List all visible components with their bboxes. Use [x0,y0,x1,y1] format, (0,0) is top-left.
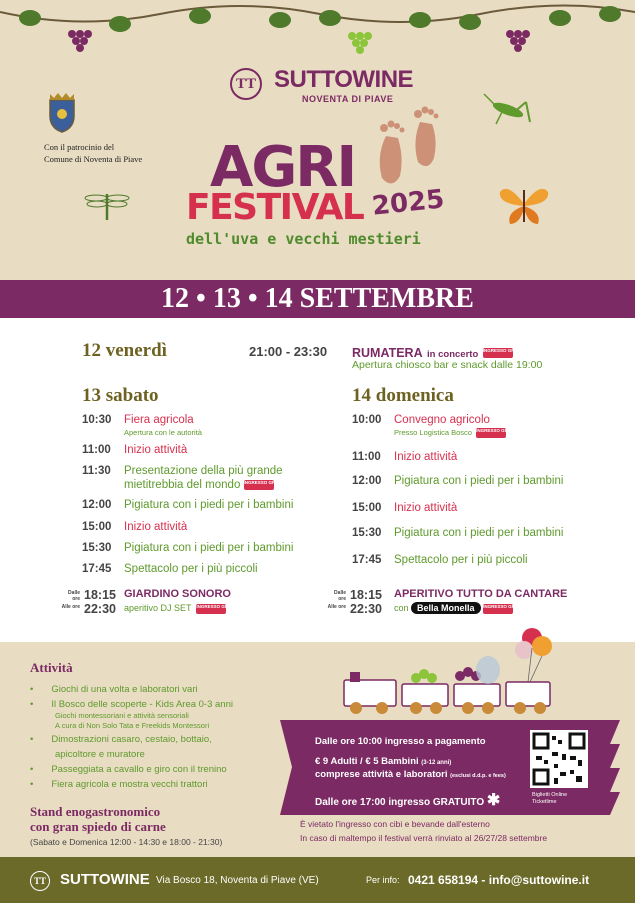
list-item: • Dimostrazioni casaro, cestaio, bottaio, [30,734,212,745]
rule-notice: È vietato l'ingresso con cibi e bevande dall'esterno [300,819,490,829]
title-agri: AGRI [210,135,356,200]
butterfly-icon [498,182,550,228]
qr-code-icon [530,730,588,788]
friday-event: RUMATERA in concerto INGRESSO GRATUITO [352,346,531,360]
free-entry-badge: INGRESSO GRATUITO [476,428,506,438]
grapevine-garland [0,0,635,70]
activities-title: Attività [30,660,73,675]
friday-time: 21:00 - 23:30 [249,344,328,359]
friday-note: Apertura chiosco bar e snack dalle 19:00 [352,359,543,371]
panel-notch [280,720,300,815]
municipal-crest-icon [44,92,80,134]
star-icon: ✱ [486,792,501,809]
info-section [0,642,635,857]
day-friday: 12 venerdì [82,340,167,361]
free-entry-badge: INGRESSO GRATUITO [483,604,513,614]
brand-place: NOVENTA DI PIAVE [302,94,394,104]
dragonfly-icon [82,190,132,222]
title-festival: FESTIVAL [186,187,364,228]
footer-contact[interactable]: 0421 658194 - info@suttowine.it [408,873,590,887]
list-item: • Passeggiata a cavallo e giro con il trenino [30,764,227,775]
title-year: 2025 [370,184,446,222]
online-tickets-label: Biglietti Online Ticketlime [532,792,568,805]
grasshopper-icon [482,90,532,130]
footer-bar [0,857,635,903]
footer-address: Via Bosco 18, Noventa di Piave (VE) [156,875,319,886]
footer-logo-icon: TT [30,871,50,891]
sunday-evening: Dalle ore Alle ore 18:15 22:30 APERITIVO TUTTO DA CANTARE con Bella Monella INGRESSO GRATUITO [327,588,568,616]
list-item: • Fiera agricola e mostra vecchi trattori [30,779,208,790]
saturday-evening: Dalle ore Alle ore 18:15 22:30 GIARDINO SONORO aperitivo DJ SET INGRESSO GRATUITO [61,588,245,616]
free-entry-badge: INGRESSO GRATUITO [196,604,226,614]
program-section: 12 venerdì 21:00 - 23:30 RUMATERA in concerto INGRESSO GRATUITO Apertura chiosco bar e snack dalle 19:00 13 sabato 10:30 Fiera agricola Apertura con le autorità 11:00 Inizio attività 11:30 Presentazione della più grande mietitrebbia del mondo INGRESSO GRATUITO 12:00 Pigiatura con i piedi per i bambini 15:00 Inizio attività 15:30 Pigiatura con i piedi per i bambini 17:45 Spettacolo per i più piccoli Dalle ore Alle ore 18:15 22:30 GIARDINO SONORO aperitivo DJ SET INGRESSO GRATUITO 14 domenica 10:00 Convegno agricolo Presso Logistica Bosco INGRESSO GRATUITO 11:00 Inizio attività 12:00 Pigiatura con i piedi per i bambini 15:00 Inizio attività 15:30 Pigiatura con i piedi per i bambini 17:45 Spettacolo per i più piccoli Dalle ore Alle ore 18:15 22:30 APERITIVO TUTTO DA CANTARE con Bella Monella INGRESSO GRATUITO [0,318,635,642]
footer-info-label: Per info: [366,875,400,885]
free-entry-badge: INGRESSO GRATUITO [483,348,513,358]
food-stand-block: Stand enogastronomico con gran spiedo di carne (Sabato e Domenica 12:00 - 14:30 e 18:00 - 21:30) [30,804,223,847]
panel-arrow-edge [610,720,624,815]
day-saturday: 13 sabato [82,385,159,406]
date-banner [0,280,635,318]
list-item: • Giochi di una volta e laboratori vari [30,684,198,695]
train-illustration [336,622,566,718]
footer-brand: SUTTOWINE [60,871,150,888]
footprints-icon [368,96,452,192]
suttowine-logo-icon: TT [230,68,262,100]
weather-notice: In caso di maltempo il festival verrà rinviato al 26/27/28 settembre [300,833,548,843]
list-item: • Il Bosco delle scoperte - Kids Area 0-3 anni [30,699,233,710]
qr-code[interactable] [530,730,588,788]
tickets-panel: Dalle ore 10:00 ingresso a pagamento € 9 Adulti / € 5 Bambini (3-12 anni) comprese attività e laboratori (esclusi d.d.p. e fees) Dalle ore 17:00 ingresso GRATUITO ✱ Biglietti Online Ticketlime [300,720,610,815]
festival-subtitle: dell'uva e vecchi mestieri [186,230,421,248]
free-entry-badge: INGRESSO GRATUITO [244,480,274,490]
patronage-text: Con il patrocinio del Comune di Noventa di Piave [44,142,143,164]
activities-list: • Giochi di una volta e laboratori vari • Il Bosco delle scoperte - Kids Area 0-3 anni Giochi montessoriani e attività sensoriali A cura di Non Solo Tata e Freekids Montessori • Dimostrazioni casaro, cestaio, bottaio, apicoltore e muratore • Passeggiata a cavallo e giro con il trenino • Fiera agricola e mostra vecchi trattori [30,684,280,791]
festival-dates: 12 • 13 • 14 SETTEMBRE [161,283,474,314]
bella-monella-logo: Bella Monella [411,602,481,614]
poster-header [0,0,635,280]
day-sunday: 14 domenica [352,385,454,406]
brand-name: SUTTOWINE [274,66,414,93]
